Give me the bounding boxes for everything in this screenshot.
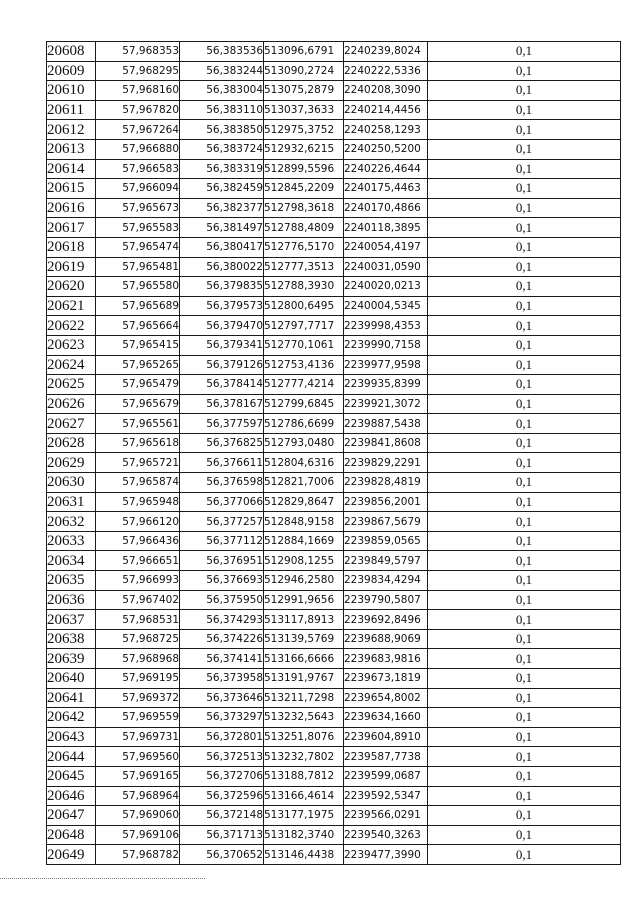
point-number-cell: 20616	[47, 198, 96, 218]
longitude-cell: 56,371713	[180, 825, 264, 845]
y-coordinate-cell: 2239477,3990	[344, 845, 428, 865]
table-row	[47, 257, 621, 277]
value-cell: 0,1	[428, 414, 621, 434]
table-row	[47, 649, 621, 669]
point-number-cell: 20644	[47, 747, 96, 767]
latitude-cell: 57,965479	[96, 375, 180, 395]
x-coordinate-cell: 512946,2580	[264, 571, 344, 591]
y-coordinate-cell: 2240208,3090	[344, 81, 428, 101]
x-coordinate-cell: 513037,3633	[264, 100, 344, 120]
value-cell: 0,1	[428, 492, 621, 512]
x-coordinate-cell: 512845,2209	[264, 179, 344, 199]
point-number-cell: 20638	[47, 629, 96, 649]
latitude-cell: 57,968782	[96, 845, 180, 865]
x-coordinate-cell: 512804,6316	[264, 453, 344, 473]
latitude-cell: 57,967402	[96, 590, 180, 610]
x-coordinate-cell: 513096,6791	[264, 42, 344, 62]
latitude-cell: 57,965679	[96, 394, 180, 414]
point-number-cell: 20613	[47, 139, 96, 159]
y-coordinate-cell: 2240258,1293	[344, 120, 428, 140]
point-number-cell: 20635	[47, 571, 96, 591]
x-coordinate-cell: 513211,7298	[264, 688, 344, 708]
y-coordinate-cell: 2240214,4456	[344, 100, 428, 120]
longitude-cell: 56,374226	[180, 629, 264, 649]
longitude-cell: 56,373958	[180, 669, 264, 689]
table-row	[47, 610, 621, 630]
value-cell: 0,1	[428, 590, 621, 610]
longitude-cell: 56,374141	[180, 649, 264, 669]
x-coordinate-cell: 513146,4438	[264, 845, 344, 865]
point-number-cell: 20636	[47, 590, 96, 610]
table-row	[47, 669, 621, 689]
table-row	[47, 414, 621, 434]
latitude-cell: 57,969731	[96, 727, 180, 747]
table-row	[47, 806, 621, 826]
longitude-cell: 56,377257	[180, 512, 264, 532]
value-cell: 0,1	[428, 766, 621, 786]
table-row	[47, 355, 621, 375]
x-coordinate-cell: 513117,8913	[264, 610, 344, 630]
x-coordinate-cell: 513166,6666	[264, 649, 344, 669]
table-row	[47, 708, 621, 728]
longitude-cell: 56,377066	[180, 492, 264, 512]
table-row	[47, 727, 621, 747]
longitude-cell: 56,376693	[180, 571, 264, 591]
x-coordinate-cell: 512770,1061	[264, 335, 344, 355]
x-coordinate-cell: 513177,1975	[264, 806, 344, 826]
table-row	[47, 237, 621, 257]
point-number-cell: 20643	[47, 727, 96, 747]
x-coordinate-cell: 512899,5596	[264, 159, 344, 179]
x-coordinate-cell: 512788,3930	[264, 277, 344, 297]
y-coordinate-cell: 2239587,7738	[344, 747, 428, 767]
latitude-cell: 57,965583	[96, 218, 180, 238]
point-number-cell: 20631	[47, 492, 96, 512]
value-cell: 0,1	[428, 139, 621, 159]
value-cell: 0,1	[428, 531, 621, 551]
point-number-cell: 20624	[47, 355, 96, 375]
latitude-cell: 57,965580	[96, 277, 180, 297]
latitude-cell: 57,965664	[96, 316, 180, 336]
y-coordinate-cell: 2239592,5347	[344, 786, 428, 806]
value-cell: 0,1	[428, 727, 621, 747]
point-number-cell: 20618	[47, 237, 96, 257]
table-row	[47, 433, 621, 453]
longitude-cell: 56,377112	[180, 531, 264, 551]
latitude-cell: 57,969195	[96, 669, 180, 689]
longitude-cell: 56,370652	[180, 845, 264, 865]
point-number-cell: 20634	[47, 551, 96, 571]
value-cell: 0,1	[428, 100, 621, 120]
longitude-cell: 56,383110	[180, 100, 264, 120]
point-number-cell: 20620	[47, 277, 96, 297]
longitude-cell: 56,380022	[180, 257, 264, 277]
value-cell: 0,1	[428, 747, 621, 767]
latitude-cell: 57,965874	[96, 473, 180, 493]
latitude-cell: 57,965721	[96, 453, 180, 473]
y-coordinate-cell: 2239604,8910	[344, 727, 428, 747]
table-row	[47, 139, 621, 159]
longitude-cell: 56,376598	[180, 473, 264, 493]
table-row	[47, 512, 621, 532]
latitude-cell: 57,968160	[96, 81, 180, 101]
point-number-cell: 20627	[47, 414, 96, 434]
table-row	[47, 335, 621, 355]
latitude-cell: 57,968531	[96, 610, 180, 630]
longitude-cell: 56,372513	[180, 747, 264, 767]
value-cell: 0,1	[428, 394, 621, 414]
x-coordinate-cell: 513075,2879	[264, 81, 344, 101]
longitude-cell: 56,383850	[180, 120, 264, 140]
x-coordinate-cell: 512829,8647	[264, 492, 344, 512]
point-number-cell: 20639	[47, 649, 96, 669]
longitude-cell: 56,372801	[180, 727, 264, 747]
longitude-cell: 56,381497	[180, 218, 264, 238]
table-row	[47, 551, 621, 571]
value-cell: 0,1	[428, 629, 621, 649]
latitude-cell: 57,965474	[96, 237, 180, 257]
table-row	[47, 277, 621, 297]
latitude-cell: 57,968295	[96, 61, 180, 81]
longitude-cell: 56,379835	[180, 277, 264, 297]
latitude-cell: 57,969372	[96, 688, 180, 708]
x-coordinate-cell: 512799,6845	[264, 394, 344, 414]
latitude-cell: 57,965618	[96, 433, 180, 453]
table-row	[47, 100, 621, 120]
longitude-cell: 56,372596	[180, 786, 264, 806]
x-coordinate-cell: 513232,7802	[264, 747, 344, 767]
longitude-cell: 56,376825	[180, 433, 264, 453]
latitude-cell: 57,969560	[96, 747, 180, 767]
point-number-cell: 20622	[47, 316, 96, 336]
footer-rule	[0, 878, 205, 879]
x-coordinate-cell: 512788,4809	[264, 218, 344, 238]
point-number-cell: 20629	[47, 453, 96, 473]
table-row	[47, 492, 621, 512]
x-coordinate-cell: 512991,9656	[264, 590, 344, 610]
latitude-cell: 57,968964	[96, 786, 180, 806]
point-number-cell: 20646	[47, 786, 96, 806]
value-cell: 0,1	[428, 296, 621, 316]
y-coordinate-cell: 2240222,5336	[344, 61, 428, 81]
table-row	[47, 159, 621, 179]
x-coordinate-cell: 513188,7812	[264, 766, 344, 786]
value-cell: 0,1	[428, 786, 621, 806]
value-cell: 0,1	[428, 669, 621, 689]
point-number-cell: 20648	[47, 825, 96, 845]
y-coordinate-cell: 2239867,5679	[344, 512, 428, 532]
latitude-cell: 57,966880	[96, 139, 180, 159]
value-cell: 0,1	[428, 512, 621, 532]
y-coordinate-cell: 2239856,2001	[344, 492, 428, 512]
point-number-cell: 20633	[47, 531, 96, 551]
x-coordinate-cell: 512908,1255	[264, 551, 344, 571]
point-number-cell: 20615	[47, 179, 96, 199]
x-coordinate-cell: 512753,4136	[264, 355, 344, 375]
point-number-cell: 20641	[47, 688, 96, 708]
longitude-cell: 56,379470	[180, 316, 264, 336]
x-coordinate-cell: 513166,4614	[264, 786, 344, 806]
value-cell: 0,1	[428, 159, 621, 179]
value-cell: 0,1	[428, 120, 621, 140]
value-cell: 0,1	[428, 806, 621, 826]
table-row	[47, 688, 621, 708]
longitude-cell: 56,383724	[180, 139, 264, 159]
latitude-cell: 57,969106	[96, 825, 180, 845]
table-row	[47, 198, 621, 218]
latitude-cell: 57,969165	[96, 766, 180, 786]
y-coordinate-cell: 2239566,0291	[344, 806, 428, 826]
point-number-cell: 20619	[47, 257, 96, 277]
point-number-cell: 20610	[47, 81, 96, 101]
latitude-cell: 57,965415	[96, 335, 180, 355]
x-coordinate-cell: 512821,7006	[264, 473, 344, 493]
longitude-cell: 56,379341	[180, 335, 264, 355]
table-row	[47, 473, 621, 493]
table-row	[47, 394, 621, 414]
x-coordinate-cell: 512786,6699	[264, 414, 344, 434]
point-number-cell: 20647	[47, 806, 96, 826]
table-row	[47, 845, 621, 865]
longitude-cell: 56,373646	[180, 688, 264, 708]
table-row	[47, 218, 621, 238]
point-number-cell: 20621	[47, 296, 96, 316]
value-cell: 0,1	[428, 551, 621, 571]
value-cell: 0,1	[428, 845, 621, 865]
table-row	[47, 61, 621, 81]
y-coordinate-cell: 2239673,1819	[344, 669, 428, 689]
latitude-cell: 57,966993	[96, 571, 180, 591]
x-coordinate-cell: 513232,5643	[264, 708, 344, 728]
value-cell: 0,1	[428, 473, 621, 493]
y-coordinate-cell: 2239683,9816	[344, 649, 428, 669]
table-row	[47, 825, 621, 845]
y-coordinate-cell: 2239599,0687	[344, 766, 428, 786]
x-coordinate-cell: 512777,3513	[264, 257, 344, 277]
value-cell: 0,1	[428, 61, 621, 81]
coordinates-table-body	[47, 42, 621, 865]
table-row	[47, 120, 621, 140]
longitude-cell: 56,376951	[180, 551, 264, 571]
x-coordinate-cell: 512975,3752	[264, 120, 344, 140]
y-coordinate-cell: 2240118,3895	[344, 218, 428, 238]
longitude-cell: 56,376611	[180, 453, 264, 473]
y-coordinate-cell: 2239688,9069	[344, 629, 428, 649]
table-row	[47, 42, 621, 62]
point-number-cell: 20645	[47, 766, 96, 786]
point-number-cell: 20611	[47, 100, 96, 120]
latitude-cell: 57,965948	[96, 492, 180, 512]
table-row	[47, 571, 621, 591]
point-number-cell: 20626	[47, 394, 96, 414]
y-coordinate-cell: 2239859,0565	[344, 531, 428, 551]
latitude-cell: 57,966583	[96, 159, 180, 179]
longitude-cell: 56,383244	[180, 61, 264, 81]
value-cell: 0,1	[428, 179, 621, 199]
value-cell: 0,1	[428, 433, 621, 453]
y-coordinate-cell: 2239849,5797	[344, 551, 428, 571]
point-number-cell: 20625	[47, 375, 96, 395]
point-number-cell: 20637	[47, 610, 96, 630]
point-number-cell: 20617	[47, 218, 96, 238]
point-number-cell: 20630	[47, 473, 96, 493]
x-coordinate-cell: 513191,9767	[264, 669, 344, 689]
latitude-cell: 57,967820	[96, 100, 180, 120]
value-cell: 0,1	[428, 571, 621, 591]
table-row	[47, 316, 621, 336]
y-coordinate-cell: 2239540,3263	[344, 825, 428, 845]
latitude-cell: 57,969559	[96, 708, 180, 728]
y-coordinate-cell: 2239998,4353	[344, 316, 428, 336]
value-cell: 0,1	[428, 81, 621, 101]
latitude-cell: 57,965689	[96, 296, 180, 316]
table-row	[47, 375, 621, 395]
x-coordinate-cell: 512797,7717	[264, 316, 344, 336]
value-cell: 0,1	[428, 335, 621, 355]
y-coordinate-cell: 2239834,4294	[344, 571, 428, 591]
x-coordinate-cell: 513251,8076	[264, 727, 344, 747]
longitude-cell: 56,378414	[180, 375, 264, 395]
latitude-cell: 57,968968	[96, 649, 180, 669]
value-cell: 0,1	[428, 316, 621, 336]
point-number-cell: 20612	[47, 120, 96, 140]
latitude-cell: 57,968725	[96, 629, 180, 649]
value-cell: 0,1	[428, 825, 621, 845]
longitude-cell: 56,380417	[180, 237, 264, 257]
y-coordinate-cell: 2240250,5200	[344, 139, 428, 159]
value-cell: 0,1	[428, 237, 621, 257]
table-row	[47, 766, 621, 786]
value-cell: 0,1	[428, 708, 621, 728]
y-coordinate-cell: 2239828,4819	[344, 473, 428, 493]
x-coordinate-cell: 513090,2724	[264, 61, 344, 81]
latitude-cell: 57,966436	[96, 531, 180, 551]
x-coordinate-cell: 512776,5170	[264, 237, 344, 257]
longitude-cell: 56,382377	[180, 198, 264, 218]
table-row	[47, 531, 621, 551]
value-cell: 0,1	[428, 218, 621, 238]
longitude-cell: 56,383536	[180, 42, 264, 62]
table-row	[47, 786, 621, 806]
latitude-cell: 57,965673	[96, 198, 180, 218]
value-cell: 0,1	[428, 649, 621, 669]
point-number-cell: 20608	[47, 42, 96, 62]
x-coordinate-cell: 512848,9158	[264, 512, 344, 532]
table-row	[47, 629, 621, 649]
x-coordinate-cell: 512798,3618	[264, 198, 344, 218]
longitude-cell: 56,379573	[180, 296, 264, 316]
point-number-cell: 20649	[47, 845, 96, 865]
y-coordinate-cell: 2240226,4644	[344, 159, 428, 179]
y-coordinate-cell: 2239634,1660	[344, 708, 428, 728]
y-coordinate-cell: 2240239,8024	[344, 42, 428, 62]
y-coordinate-cell: 2239692,8496	[344, 610, 428, 630]
point-number-cell: 20614	[47, 159, 96, 179]
x-coordinate-cell: 512884,1669	[264, 531, 344, 551]
longitude-cell: 56,373297	[180, 708, 264, 728]
latitude-cell: 57,965265	[96, 355, 180, 375]
x-coordinate-cell: 512793,0480	[264, 433, 344, 453]
x-coordinate-cell: 513139,5769	[264, 629, 344, 649]
point-number-cell: 20632	[47, 512, 96, 532]
point-number-cell: 20642	[47, 708, 96, 728]
point-number-cell: 20623	[47, 335, 96, 355]
latitude-cell: 57,969060	[96, 806, 180, 826]
y-coordinate-cell: 2239990,7158	[344, 335, 428, 355]
table-row	[47, 747, 621, 767]
longitude-cell: 56,383319	[180, 159, 264, 179]
x-coordinate-cell: 512777,4214	[264, 375, 344, 395]
longitude-cell: 56,372706	[180, 766, 264, 786]
longitude-cell: 56,374293	[180, 610, 264, 630]
point-number-cell: 20640	[47, 669, 96, 689]
longitude-cell: 56,379126	[180, 355, 264, 375]
table-row	[47, 81, 621, 101]
value-cell: 0,1	[428, 42, 621, 62]
longitude-cell: 56,372148	[180, 806, 264, 826]
y-coordinate-cell: 2240175,4463	[344, 179, 428, 199]
latitude-cell: 57,966120	[96, 512, 180, 532]
latitude-cell: 57,968353	[96, 42, 180, 62]
y-coordinate-cell: 2240020,0213	[344, 277, 428, 297]
value-cell: 0,1	[428, 610, 621, 630]
latitude-cell: 57,965481	[96, 257, 180, 277]
y-coordinate-cell: 2239887,5438	[344, 414, 428, 434]
latitude-cell: 57,966094	[96, 179, 180, 199]
longitude-cell: 56,382459	[180, 179, 264, 199]
latitude-cell: 57,966651	[96, 551, 180, 571]
table-row	[47, 590, 621, 610]
coordinates-table	[46, 41, 621, 865]
value-cell: 0,1	[428, 355, 621, 375]
y-coordinate-cell: 2240054,4197	[344, 237, 428, 257]
y-coordinate-cell: 2239654,8002	[344, 688, 428, 708]
y-coordinate-cell: 2239841,8608	[344, 433, 428, 453]
table-row	[47, 453, 621, 473]
latitude-cell: 57,967264	[96, 120, 180, 140]
y-coordinate-cell: 2240031,0590	[344, 257, 428, 277]
y-coordinate-cell: 2239921,3072	[344, 394, 428, 414]
longitude-cell: 56,375950	[180, 590, 264, 610]
point-number-cell: 20628	[47, 433, 96, 453]
value-cell: 0,1	[428, 277, 621, 297]
y-coordinate-cell: 2239790,5807	[344, 590, 428, 610]
table-row	[47, 179, 621, 199]
y-coordinate-cell: 2239829,2291	[344, 453, 428, 473]
y-coordinate-cell: 2240004,5345	[344, 296, 428, 316]
longitude-cell: 56,377597	[180, 414, 264, 434]
x-coordinate-cell: 513182,3740	[264, 825, 344, 845]
value-cell: 0,1	[428, 198, 621, 218]
value-cell: 0,1	[428, 688, 621, 708]
latitude-cell: 57,965561	[96, 414, 180, 434]
value-cell: 0,1	[428, 257, 621, 277]
table-row	[47, 296, 621, 316]
x-coordinate-cell: 512800,6495	[264, 296, 344, 316]
point-number-cell: 20609	[47, 61, 96, 81]
value-cell: 0,1	[428, 453, 621, 473]
longitude-cell: 56,378167	[180, 394, 264, 414]
value-cell: 0,1	[428, 375, 621, 395]
longitude-cell: 56,383004	[180, 81, 264, 101]
y-coordinate-cell: 2239977,9598	[344, 355, 428, 375]
y-coordinate-cell: 2239935,8399	[344, 375, 428, 395]
x-coordinate-cell: 512932,6215	[264, 139, 344, 159]
y-coordinate-cell: 2240170,4866	[344, 198, 428, 218]
